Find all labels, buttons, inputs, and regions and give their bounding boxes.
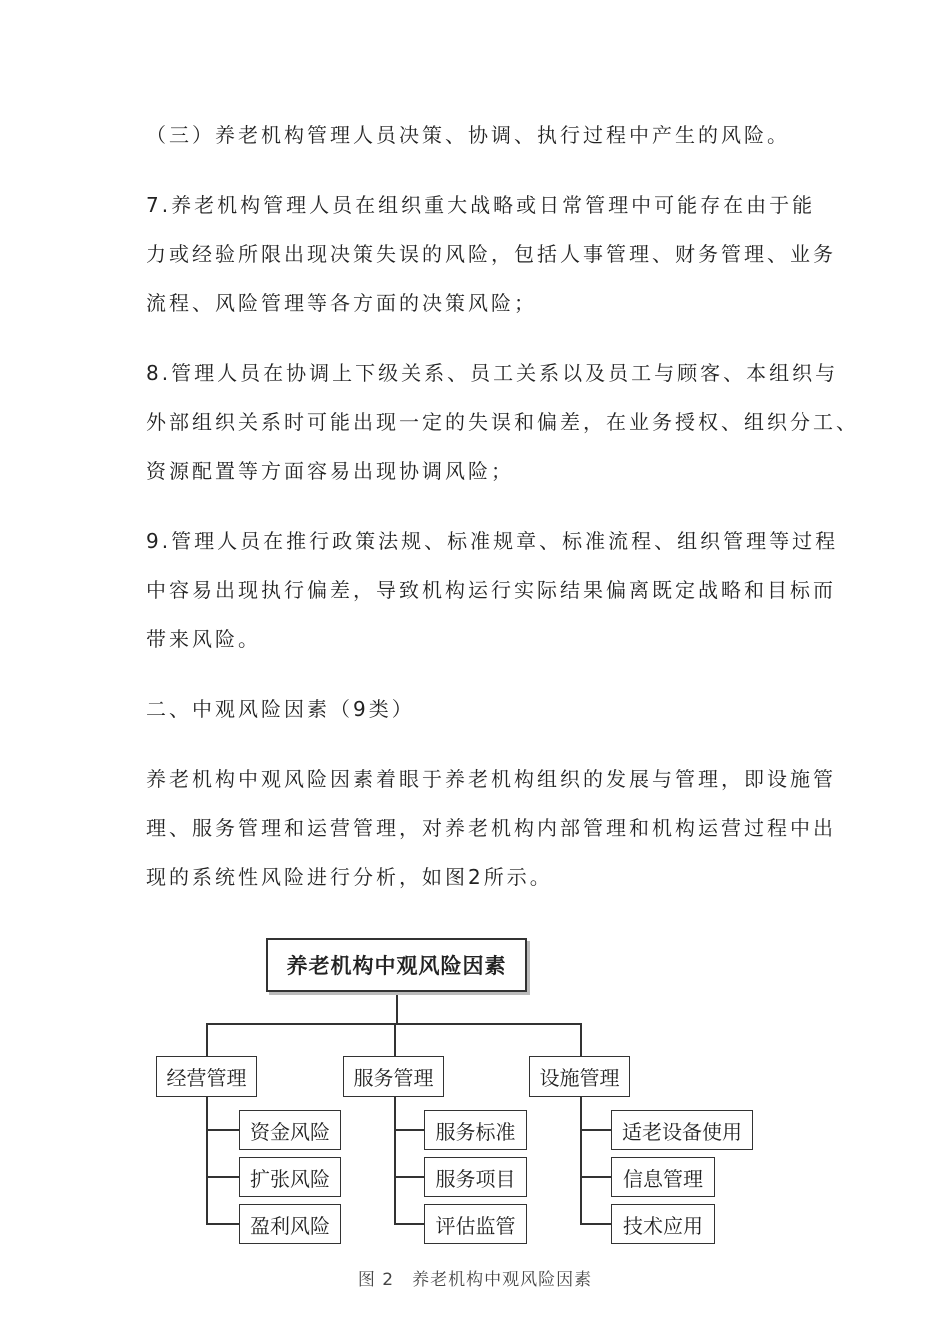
text-line: 现的系统性风险进行分析，如图2所示。 bbox=[146, 865, 553, 889]
text-line: 二、中观风险因素（9类） bbox=[146, 697, 415, 721]
connector-line bbox=[394, 1223, 425, 1225]
connector-line bbox=[396, 991, 398, 1024]
connector-line bbox=[206, 1023, 208, 1056]
diagram-root-node: 养老机构中观风险因素 bbox=[266, 938, 527, 992]
text-line: 9.管理人员在推行政策法规、标准规章、标准流程、组织管理等过程 bbox=[146, 529, 839, 553]
text-line: （三）养老机构管理人员决策、协调、执行过程中产生的风险。 bbox=[146, 123, 790, 147]
section-heading-meso-risk bbox=[146, 685, 811, 734]
text-line: 带来风险。 bbox=[146, 627, 261, 651]
connector-line bbox=[206, 1129, 240, 1131]
leaf-node-technology-application: 技术应用 bbox=[611, 1204, 715, 1244]
branch-node-services: 服务管理 bbox=[343, 1056, 444, 1097]
leaf-node-information-management: 信息管理 bbox=[611, 1157, 715, 1197]
connector-line bbox=[580, 1023, 582, 1056]
paragraph-item-9 bbox=[146, 517, 839, 664]
text-line: 力或经验所限出现决策失误的风险，包括人事管理、财务管理、业务 bbox=[146, 242, 836, 266]
connector-line bbox=[394, 1096, 396, 1225]
leaf-node-profit-risk: 盈利风险 bbox=[239, 1204, 341, 1244]
text-line: 8.管理人员在协调上下级关系、员工关系以及员工与顾客、本组织与 bbox=[146, 361, 839, 385]
leaf-node-aging-friendly-equipment: 适老设备使用 bbox=[611, 1110, 753, 1150]
leaf-node-service-items: 服务项目 bbox=[424, 1157, 527, 1197]
branch-node-operations: 经营管理 bbox=[156, 1056, 257, 1097]
text-line: 养老机构中观风险因素着眼于养老机构组织的发展与管理，即设施管 bbox=[146, 767, 836, 791]
connector-line bbox=[580, 1176, 612, 1178]
paragraph-meso-intro bbox=[146, 755, 836, 902]
figure-caption: 图 2 养老机构中观风险因素 bbox=[357, 1270, 593, 1290]
text-line: 流程、风险管理等各方面的决策风险； bbox=[146, 291, 537, 315]
text-line: 资源配置等方面容易出现协调风险； bbox=[146, 459, 514, 483]
leaf-node-evaluation-supervision: 评估监管 bbox=[424, 1204, 527, 1244]
text-line: 外部组织关系时可能出现一定的失误和偏差，在业务授权、组织分工、 bbox=[146, 410, 859, 434]
connector-line bbox=[206, 1223, 240, 1225]
leaf-node-service-standard: 服务标准 bbox=[424, 1110, 527, 1150]
paragraph-item-8 bbox=[146, 349, 859, 496]
connector-line bbox=[394, 1023, 396, 1056]
leaf-node-expansion-risk: 扩张风险 bbox=[239, 1157, 341, 1197]
connector-line bbox=[394, 1176, 425, 1178]
connector-line bbox=[580, 1129, 612, 1131]
paragraph-item-7 bbox=[146, 181, 836, 328]
connector-line bbox=[580, 1223, 612, 1225]
leaf-node-capital-risk: 资金风险 bbox=[239, 1110, 341, 1150]
branch-node-facilities: 设施管理 bbox=[529, 1056, 630, 1097]
text-line: 中容易出现执行偏差，导致机构运行实际结果偏离既定战略和目标而 bbox=[146, 578, 836, 602]
connector-line bbox=[206, 1096, 208, 1225]
text-line: 理、服务管理和运营管理，对养老机构内部管理和机构运营过程中出 bbox=[146, 816, 836, 840]
text-line: 7.养老机构管理人员在组织重大战略或日常管理中可能存在由于能 bbox=[146, 193, 816, 217]
connector-line bbox=[580, 1096, 582, 1225]
paragraph-section-three-heading bbox=[146, 111, 811, 160]
connector-line bbox=[394, 1129, 425, 1131]
connector-line bbox=[206, 1176, 240, 1178]
